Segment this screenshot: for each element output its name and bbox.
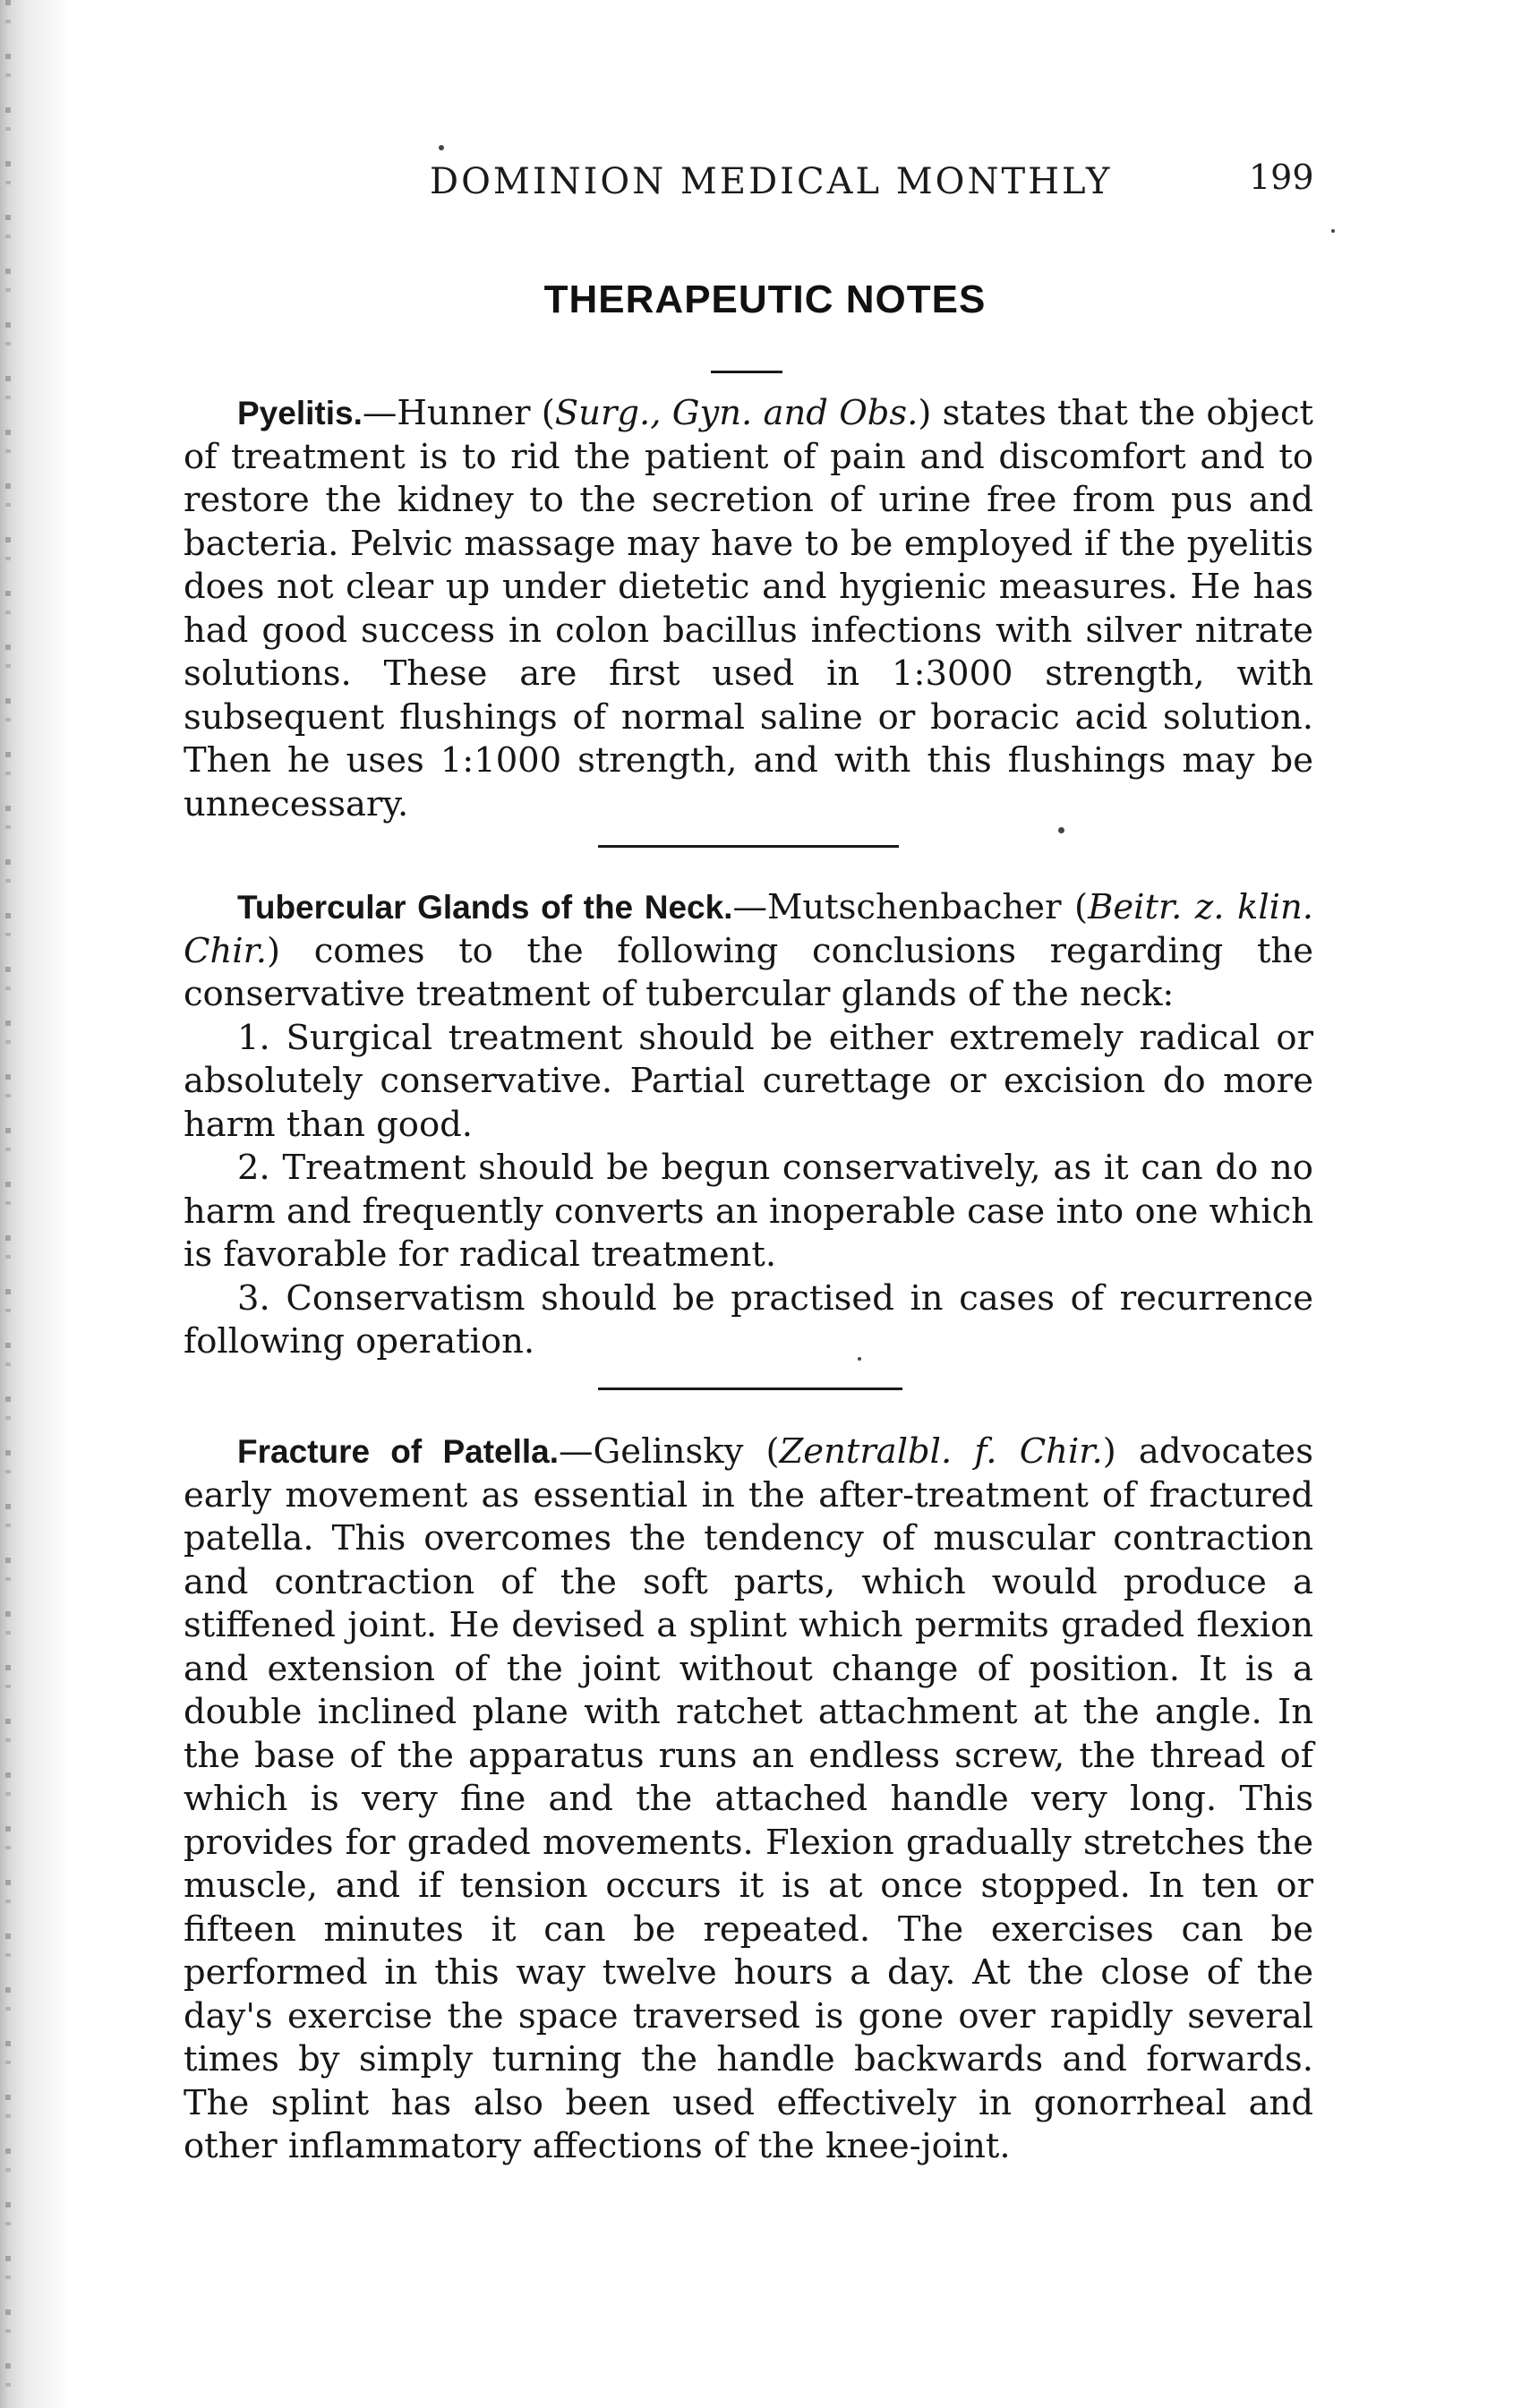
citation-journal: Zentralbl. f. Chir.	[779, 1431, 1103, 1472]
article-text: ) states that the object of treatment is to rid the patient of pain and discomfort and to restore the kidney to the secretion of urine free from pus and bacteria. Pelvic massage may have to be employed if the pyelitis does not clear up under dietetic and hygienic measures. He has had good success in colon bacillus infections with silver nitrate solutions. These are first used in 1:3000 strength, with subsequent flushings of normal saline or boracic acid solution. Then he uses 1:1000 strength, and with this flushings may be unnecessary.	[184, 393, 1313, 824]
article-tubercular-glands	[184, 886, 1313, 1364]
citation-journal: Surg., Gyn. and Obs.	[554, 393, 919, 433]
title-rule	[711, 371, 782, 373]
article-paragraph	[184, 1430, 1313, 2169]
article-fracture-patella	[184, 1430, 1313, 2169]
scan-speck	[439, 145, 444, 150]
article-text: ) advocates early movement as essential in the after-treatment of fractured patella. This overcomes the tendency of muscular contraction and contraction of the soft parts, which would produce a stiffened joint. He devised a splint which permits graded flexion and extension of the joint without change of position. It is a double inclined plane with ratchet attachment at the angle. In the base of the apparatus runs an endless screw, the thread of which is very fine and the attached handle very long. This provides for graded movements. Flexion gradually stretches the muscle, and if tension occurs it is at once stopped. In ten or fifteen minutes it can be repeated. The exercises can be performed in this way twelve hours a day. At the close of the day's exercise the space traversed is gone over rapidly several times by simply turning the handle backwards and forwards. The splint has also been used effectively in gonorrheal and other inflammatory affections of the knee-joint.	[184, 1431, 1313, 2166]
article-text: ) comes to the following conclusions regarding the conservative treatment of tubercular glands of the neck:	[184, 930, 1313, 1014]
scan-speck	[1331, 229, 1335, 233]
conclusion-item: 3. Conservatism should be practised in cases of recurrence following operation.	[184, 1277, 1313, 1362]
article-paragraph	[184, 392, 1313, 826]
scanned-binding-edge	[0, 0, 72, 2408]
conclusion-item: 2. Treatment should be begun conservatively, as it can do no harm and frequently converts an inoperable case into one which is favorable for radical treatment.	[184, 1148, 1313, 1275]
article-text: —Hunner (	[362, 393, 555, 433]
article-heading: Fracture of Patella.	[237, 1433, 560, 1470]
article-heading: Tubercular Glands of the Neck.	[237, 889, 733, 926]
page-number: 199	[1249, 158, 1314, 197]
article-paragraph	[184, 886, 1313, 1017]
running-head: DOMINION MEDICAL MONTHLY	[430, 161, 1113, 202]
section-divider	[598, 845, 899, 848]
scan-speck	[1058, 827, 1064, 833]
article-text: —Mutschenbacher (	[732, 887, 1089, 927]
article-text: —Gelinsky (	[559, 1431, 780, 1472]
section-title: THERAPEUTIC NOTES	[543, 278, 987, 321]
citation-journal: Beitr. z. klin. Chir.	[184, 887, 1314, 971]
scan-speck	[858, 1357, 861, 1361]
conclusion-item: 1. Surgical treatment should be either extremely radical or absolutely conservative. Partial curettage or excision do more harm than good.	[184, 1017, 1313, 1145]
article-heading: Pyelitis.	[237, 395, 363, 431]
article-pyelitis	[184, 392, 1313, 826]
section-divider	[598, 1388, 902, 1390]
